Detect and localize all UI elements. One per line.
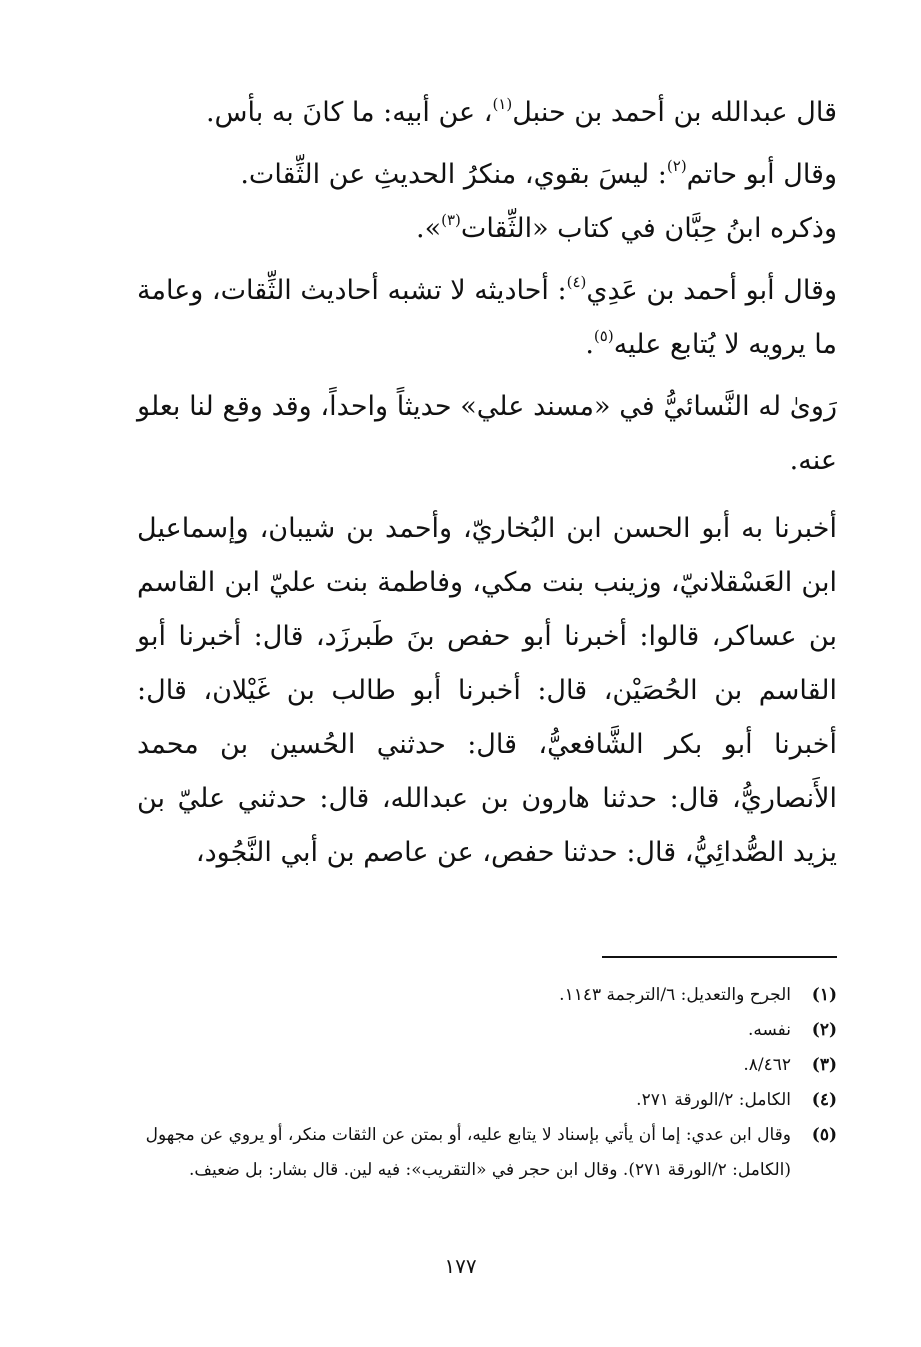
footnote-text: ٨/٤٦٢. <box>743 1055 791 1075</box>
footnote-4 <box>137 1083 837 1118</box>
footnote-1 <box>137 978 837 1013</box>
footnote-text: الكامل: ٢/الورقة ٢٧١. <box>636 1090 791 1110</box>
paragraph-text: ». <box>416 213 442 244</box>
paragraph-isnad: أخبرنا به أبو الحسن ابن البُخاريّ، وأحمد بن شيبان، وإسماعيل ابن العَسْقلانيّ، وزينب بنت مكي، وفاطمة بنت عليّ ابن القاسم بن عساكر، قالوا: أخبرنا أبو حفص بنَ طَبرزَد، قال: أخبرنا أبو القاسم بن الحُصَيْن، قال: أخبرنا أبو طالب بن غَيْلان، قال: أخبرنا أبو بكر الشَّافعيُّ، قال: حدثني الحُسين بن محمد الأَنصاريُّ، قال: حدثنا هارون بن عبدالله، قال: حدثني عليّ بن يزيد الصُّدائِيُّ، قال: حدثنا حفص، عن عاصم بن أبي النَّجُود، <box>137 513 837 868</box>
paragraph-text: وقال أبو حاتم <box>686 159 837 190</box>
paragraph-abu-hatim <box>137 148 837 202</box>
paragraph-text: . <box>585 329 594 360</box>
footnote-number: (٣) <box>811 1055 837 1075</box>
paragraph-text: وقال أبو أحمد بن عَدِي <box>586 275 837 306</box>
footnote-ref-1: (١) <box>492 95 513 113</box>
paragraph-text: : أحاديثه لا تشبه أحاديث الثِّقات، وعامة ما يرويه لا يُتابع عليه <box>137 275 837 360</box>
footnote-separator <box>602 956 837 958</box>
paragraph-ahmad-quote <box>137 86 837 140</box>
paragraph-text: ، عن أبيه: ما كانَ به بأس. <box>205 97 493 128</box>
footnotes <box>137 978 837 1188</box>
footnote-3 <box>137 1048 837 1083</box>
paragraph-ibn-adi <box>137 264 837 372</box>
footnote-text: نفسه. <box>747 1020 791 1040</box>
paragraph-text: قال عبدالله بن أحمد بن حنبل <box>512 97 837 128</box>
footnote-2 <box>137 1013 837 1048</box>
footnote-5 <box>137 1118 837 1188</box>
footnote-number: (٢) <box>811 1020 837 1040</box>
footnote-ref-3: (٣) <box>441 211 461 229</box>
footnote-number: (١) <box>811 985 837 1005</box>
footnote-text: الجرح والتعديل: ٦/الترجمة ١١٤٣. <box>559 985 791 1005</box>
footnote-number: (٥) <box>811 1125 837 1145</box>
main-text <box>137 86 837 880</box>
paragraph-text: : ليسَ بقوي، منكرُ الحديثِ عن الثِّقات. <box>240 159 667 190</box>
paragraph-ibn-hibban <box>137 202 837 256</box>
paragraph-nasai: رَوىٰ له النَّسائيُّ في «مسند علي» حديثاً واحداً، وقد وقع لنا بعلو عنه. <box>137 391 837 476</box>
footnote-ref-5: (٥) <box>593 327 614 345</box>
footnote-text: وقال ابن عدي: إما أن يأتي بإسناد لا يتابع عليه، أو بمتن عن الثقات منكر، أو يروي عن مجهول (الكامل: ٢/الورقة ٢٧١). وقال ابن حجر في «التقريب»: فيه لين. قال بشار: بل ضعيف. <box>145 1125 791 1180</box>
footnote-ref-4: (٤) <box>566 273 587 291</box>
footnote-ref-2: (٢) <box>666 157 687 175</box>
page-number: ١٧٧ <box>444 1254 477 1278</box>
paragraph-text: وذكره ابنُ حِبَّان في كتاب «الثِّقات <box>460 213 837 244</box>
footnote-number: (٤) <box>811 1090 837 1110</box>
